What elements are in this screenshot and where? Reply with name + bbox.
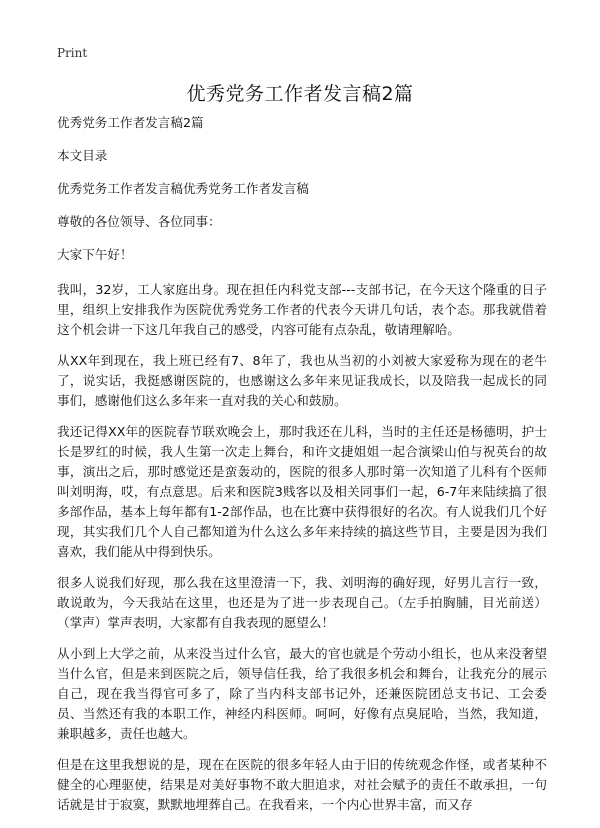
document-subtitle: 优秀党务工作者发言稿2篇 [57,115,204,130]
salutation: 尊敬的各位领导、各位同事： [57,214,221,229]
paragraph: 我还记得XX年的医院春节联欢晚会上，那时我还在儿科，当时的主任还是杨德明，护士长是罗红的时候，我人生第一次走上舞台，和许文捷姐姐一起合演梁山伯与祝英台的故事，演出之后，那时感觉还是蛮轰动的，医院的很多人那时第一次知道了儿科有个医师叫刘明海，哎，有点意思。后来和医院3贱客以及相关同事们一起，6-7年来陆续搞了很多部作品，基本上每年都有1-2部作品，也在比赛中获得很好的名次。有人说我们几个好现，其实我们几个人自己都知道为什么这么多年来持续的搞这些节目，主要是因为我们喜欢，我们能从中得到快乐。 [57,424,547,559]
paragraph: 但是在这里我想说的是，现在在医院的很多年轻人由于旧的传统观念作怪，或者某种不健全的心理驱使，结果是对美好事物不敢大胆追求，对社会赋予的责任不敢承担，一句话就是甘于寂寞，默默地埋葬自己。在我看来，一个内心世界丰富，而又存 [57,757,547,812]
toc-entry[interactable]: 优秀党务工作者发言稿优秀党务工作者发言稿 [57,181,309,196]
greeting: 大家下午好！ [57,247,133,262]
print-link[interactable]: Print [57,46,88,60]
paragraph: 从XX年到现在，我上班已经有7、8年了，我也从当初的小刘被大家爱称为现在的老牛了，说实话，我挺感谢医院的，也感谢这么多年来见证我成长，以及陪我一起成长的同事们，感谢他们这么多年来一直对我的关心和鼓励。 [57,353,547,408]
paragraph: 很多人说我们好现，那么我在这里澄清一下，我、刘明海的确好现，好男儿言行一致，敢说敢为，今天我站在这里，也还是为了进一步表现自己。（左手拍胸脯，目光前送）（掌声）掌声表明，大家都有自我表现的愿望么！ [57,575,547,630]
toc-heading: 本文目录 [57,148,108,163]
page-title: 优秀党务工作者发言稿2篇 [186,83,414,105]
paragraph: 从小到上大学之前，从来没当过什么官，最大的官也就是个劳动小组长，也从来没奢望当什么官，但是来到医院之后，领导信任我，给了我很多机会和舞台，让我充分的展示自己，现在我当得官可多了，除了当内科支部书记外，还兼医院团总支书记、工会委员、当然还有我的本职工作，神经内科医师。呵呵，好像有点臭屁哈，当然，我知道，兼职越多，责任也越大。 [57,646,547,741]
paragraph: 我叫，32岁，工人家庭出身。现在担任内科党支部---支部书记，在今天这个隆重的日子里，组织上安排我作为医院优秀党务工作者的代表今天讲几句话，表个态。那我就借着这个机会讲一下这几年我自己的感受，内容可能有点杂乱，敬请理解哈。 [57,282,547,337]
document-body [57,115,547,826]
